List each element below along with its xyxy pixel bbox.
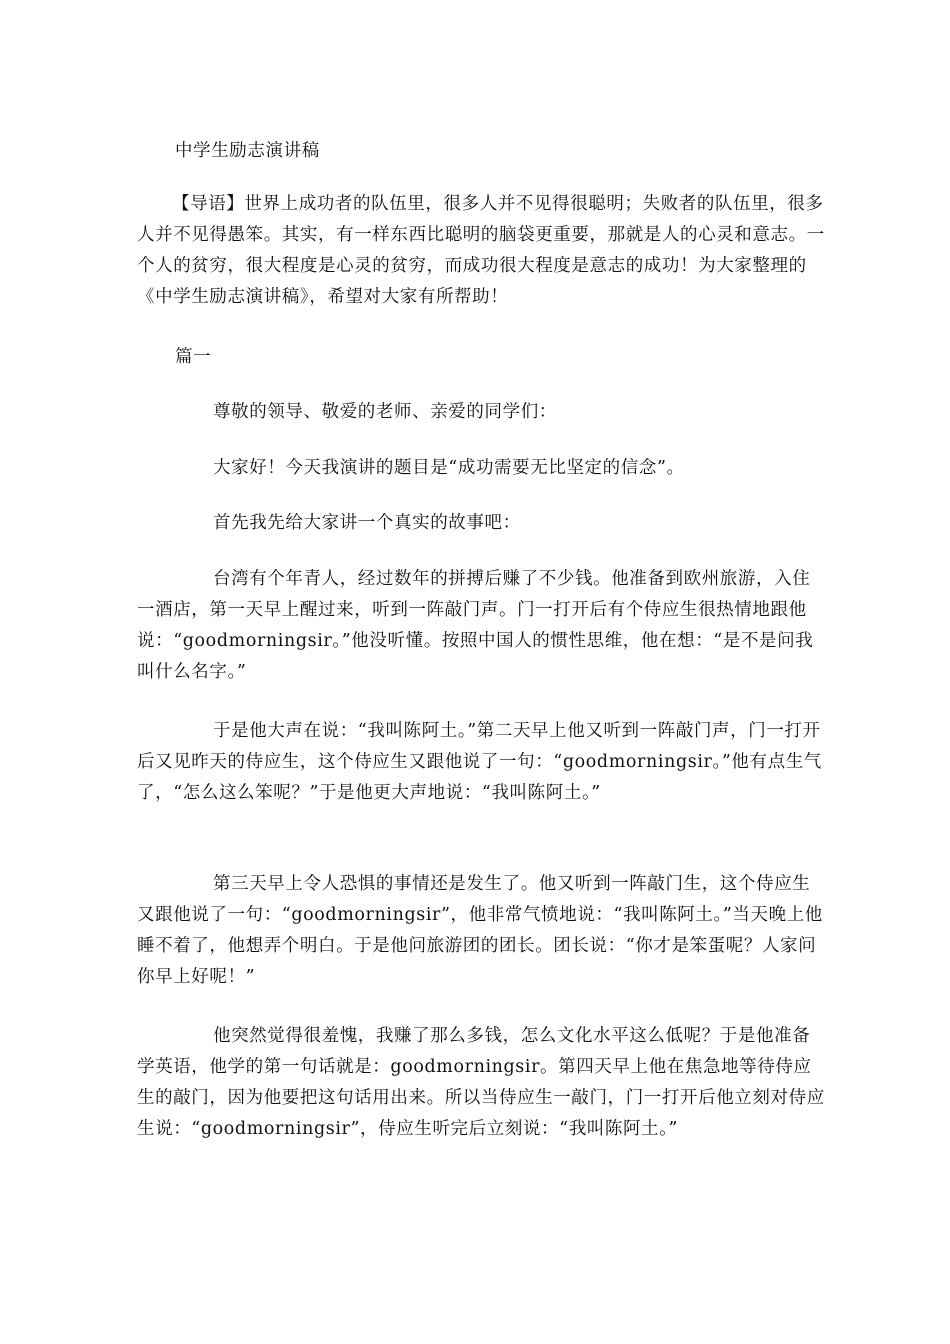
greeting-line: 尊敬的领导、敬爱的老师、亲爱的同学们： [213,402,557,422]
section-heading: 篇一 [175,347,212,367]
story-paragraph: 第三天早上令人恐惧的事情还是发生了。他又听到一阵敲门生，这个侍应生又跟他说了一句：“goodmorningsir”，他非常气愤地说：“我叫陈阿土。”当天晚上他睡不着了，他想弄个明白。于是他问旅游团的团长。团长说：“你才是笨蛋呢？人家问你早上好呢！” [137,874,823,987]
story-paragraph: 台湾有个年青人，经过数年的拼搏后赚了不少钱。他准备到欧州旅游，入住一酒店，第一天早上醒过来，听到一阵敲门声。门一打开后有个侍应生很热情地跟他说：“goodmorningsir。”他没听懂。按照中国人的惯性思维，他在想：“是不是问我叫什么名字。” [137,569,814,682]
document-title: 中学生励志演讲稿 [175,141,320,161]
intro-paragraph: 【导语】世界上成功者的队伍里，很多人并不见得很聪明；失败者的队伍里，很多人并不见得愚笨。其实，有一样东西比聪明的脑袋更重要，那就是人的心灵和意志。一个人的贫穷，很大程度是心灵的贫穷，而成功很大程度是意志的成功！为大家整理的《中学生励志演讲稿》，希望对大家有所帮助！ [137,194,825,307]
hello-line: 大家好！今天我演讲的题目是“成功需要无比坚定的信念”。 [213,458,685,478]
story-paragraph: 他突然觉得很羞愧，我赚了那么多钱，怎么文化水平这么低呢？于是他准备学英语，他学的第一句话就是：goodmorningsir。第四天早上他在焦急地等待侍应生的敲门，因为他要把这句话用出来。所以当侍应生一敲门，门一打开后他立刻对侍应生说：“goodmorningsir”，侍应生听完后立刻说：“我叫陈阿土。” [137,1026,825,1139]
story-paragraph: 于是他大声在说：“我叫陈阿土。”第二天早上他又听到一阵敲门声，门一打开后又见昨天的侍应生，这个侍应生又跟他说了一句：“goodmorningsir。”他有点生气了，“怎么这么笨呢？”于是他更大声地说：“我叫陈阿土。” [137,721,822,803]
story-intro-line: 首先我先给大家讲一个真实的故事吧： [213,513,521,533]
